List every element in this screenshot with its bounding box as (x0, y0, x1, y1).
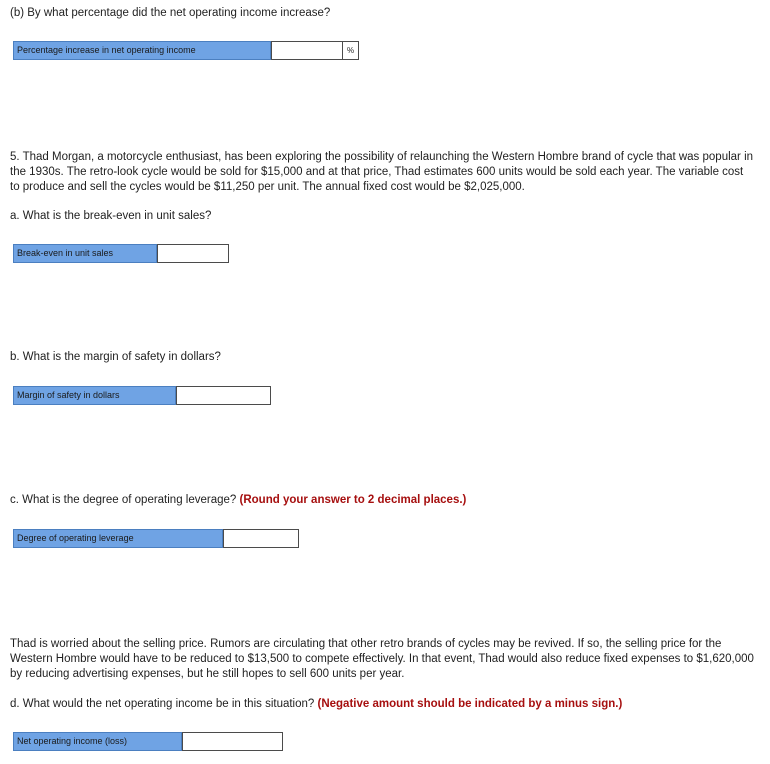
question-c-text: c. What is the degree of operating leverage? (10, 494, 237, 506)
answer-row-pct-increase (13, 41, 359, 60)
scenario-paragraph: Thad is worried about the selling price. Rumors are circulating that other retro brands of cycles may be revived. If so, the selling price for the Western Hombre would have to be reduced to $13,500 to compete effectively. In that event, Thad would also reduce fixed expenses to $1,620,000 by reducing advertising expenses, but he still hopes to sell 600 units per year. (10, 638, 754, 680)
answer-row-break-even (13, 244, 229, 263)
question-c (10, 493, 466, 508)
percent-unit: % (343, 41, 359, 60)
question-d-instruction: (Negative amount should be indicated by a minus sign.) (317, 698, 623, 710)
label-dol: Degree of operating leverage (13, 529, 223, 548)
problem-5-intro: 5. Thad Morgan, a motorcycle enthusiast, has been exploring the possibility of relaunching the Western Hombre brand of cycle that was popular in the 1930s. The retro-look cycle would be sold for $15,000 and at that price, Thad estimates 600 units would be sold each year. The variable cost to produce and sell the cycles would be $11,250 per unit. The annual fixed cost would be $2,025,000. (10, 151, 754, 193)
question-d (10, 697, 622, 712)
answer-row-margin-safety (13, 386, 271, 405)
answer-row-noi (13, 732, 283, 751)
label-noi: Net operating income (loss) (13, 732, 182, 751)
break-even-input[interactable] (157, 244, 229, 263)
noi-input[interactable] (182, 732, 283, 751)
label-margin-safety: Margin of safety in dollars (13, 386, 176, 405)
question-c-instruction: (Round your answer to 2 decimal places.) (239, 494, 467, 506)
margin-safety-input[interactable] (176, 386, 271, 405)
dol-input[interactable] (223, 529, 299, 548)
label-pct-increase: Percentage increase in net operating income (13, 41, 271, 60)
question-b-prev: (b) By what percentage did the net operating income increase? (10, 7, 331, 19)
label-break-even: Break-even in unit sales (13, 244, 157, 263)
question-d-text: d. What would the net operating income be in this situation? (10, 698, 315, 710)
answer-row-dol (13, 529, 299, 548)
question-b: b. What is the margin of safety in dollars? (10, 351, 221, 363)
pct-increase-input[interactable] (271, 41, 343, 60)
question-a: a. What is the break-even in unit sales? (10, 210, 212, 222)
